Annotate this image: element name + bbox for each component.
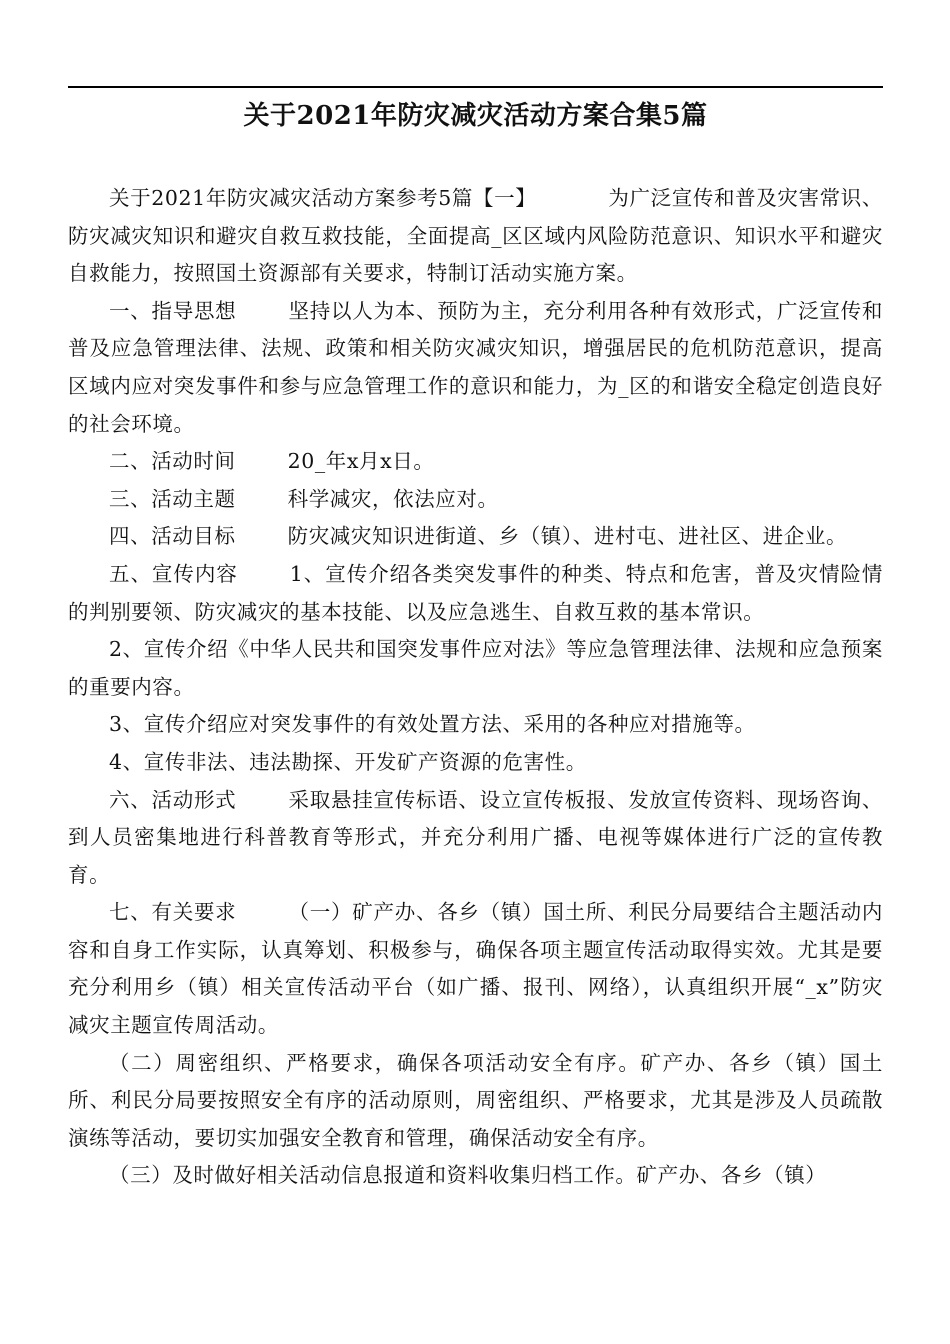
paragraph-text: 20_年x月x日。 [287,449,435,474]
publicity-item-2-paragraph [68,631,883,706]
requirement-3-paragraph [68,1157,883,1195]
activity-time-paragraph [68,443,883,481]
section-heading: 六、活动形式 [109,787,237,812]
activity-theme-paragraph [68,481,883,519]
header-rule [68,86,883,88]
paragraph-text: 采取悬挂宣传标语、设立宣传板报、发放宣传资料、现场咨询、到人员密集地进行科普教育等形式，并充分利用广播、电视等媒体进行广泛的宣传教育。 [68,787,883,887]
activity-form-paragraph [68,782,883,895]
guiding-ideology-paragraph [68,293,883,443]
section-heading: 四、活动目标 [109,524,236,549]
document-body [68,180,883,1195]
requirements-paragraph [68,894,883,1044]
activity-goal-paragraph [68,518,883,556]
paragraph-text: （三）及时做好相关活动信息报道和资料收集归档工作。矿产办、各乡（镇） [109,1163,827,1188]
paragraph-text: 4、宣传非法、违法勘探、开发矿产资源的危害性。 [109,749,587,774]
section-heading: 七、有关要求 [109,900,237,925]
paragraph-text: （二）周密组织、严格要求，确保各项活动安全有序。矿产办、各乡（镇）国土所、利民分局要按照安全有序的活动原则，周密组织、严格要求，尤其是涉及人员疏散演练等活动，要切实加强安全教育和管理，确保活动安全有序。 [68,1050,883,1150]
document-title: 关于2021年防灾减灾活动方案合集5篇 [243,101,708,131]
paragraph-text: 2、宣传介绍《中华人民共和国突发事件应对法》等应急管理法律、法规和应急预案的重要内容。 [68,637,883,699]
paragraph-text: 科学减灾，依法应对。 [287,486,499,511]
publicity-item-3-paragraph [68,706,883,744]
requirement-2-paragraph [68,1045,883,1158]
intro-paragraph [68,180,883,293]
section-heading: 五、宣传内容 [109,561,238,586]
section-heading: 三、活动主题 [109,486,236,511]
paragraph-text: 1、宣传介绍各类突发事件的种类、特点和危害，普及灾情险情的判别要领、防灾减灾的基本技能、以及应急逃生、自救互救的基本常识。 [68,561,883,624]
section-heading: 一、指导思想 [109,298,237,323]
publicity-item-4-paragraph [68,744,883,782]
section-heading: 二、活动时间 [109,449,236,474]
paragraph-text: 坚持以人为本、预防为主，充分利用各种有效形式，广泛宣传和普及应急管理法律、法规、政策和相关防灾减灾知识，增强居民的危机防范意识，提高区域内应对突发事件和参与应急管理工作的意识和能力，为_区的和谐安全稳定创造良好的社会环境。 [68,298,883,436]
section-heading: 关于2021年防灾减灾活动方案参考5篇【一】 [109,186,537,210]
paragraph-text: 3、宣传介绍应对突发事件的有效处置方法、采用的各种应对措施等。 [109,712,756,737]
paragraph-text: 防灾减灾知识进街道、乡（镇）、进村屯、进社区、进企业。 [287,524,848,549]
publicity-content-paragraph [68,556,883,631]
paragraph-text: 为广泛宣传和普及灾害常识、防灾减灾知识和避灾自救互救技能，全面提高_区区域内风险防范意识、知识水平和避灾自救能力，按照国土资源部有关要求，特制订活动实施方案。 [68,186,883,286]
paragraph-text: （一）矿产办、各乡（镇）国土所、利民分局要结合主题活动内容和自身工作实际，认真筹划、积极参与，确保各项主题宣传活动取得实效。尤其是要充分利用乡（镇）相关宣传活动平台（如广播、报刊、网络），认真组织开展“_x”防灾减灾主题宣传周活动。 [68,900,883,1038]
